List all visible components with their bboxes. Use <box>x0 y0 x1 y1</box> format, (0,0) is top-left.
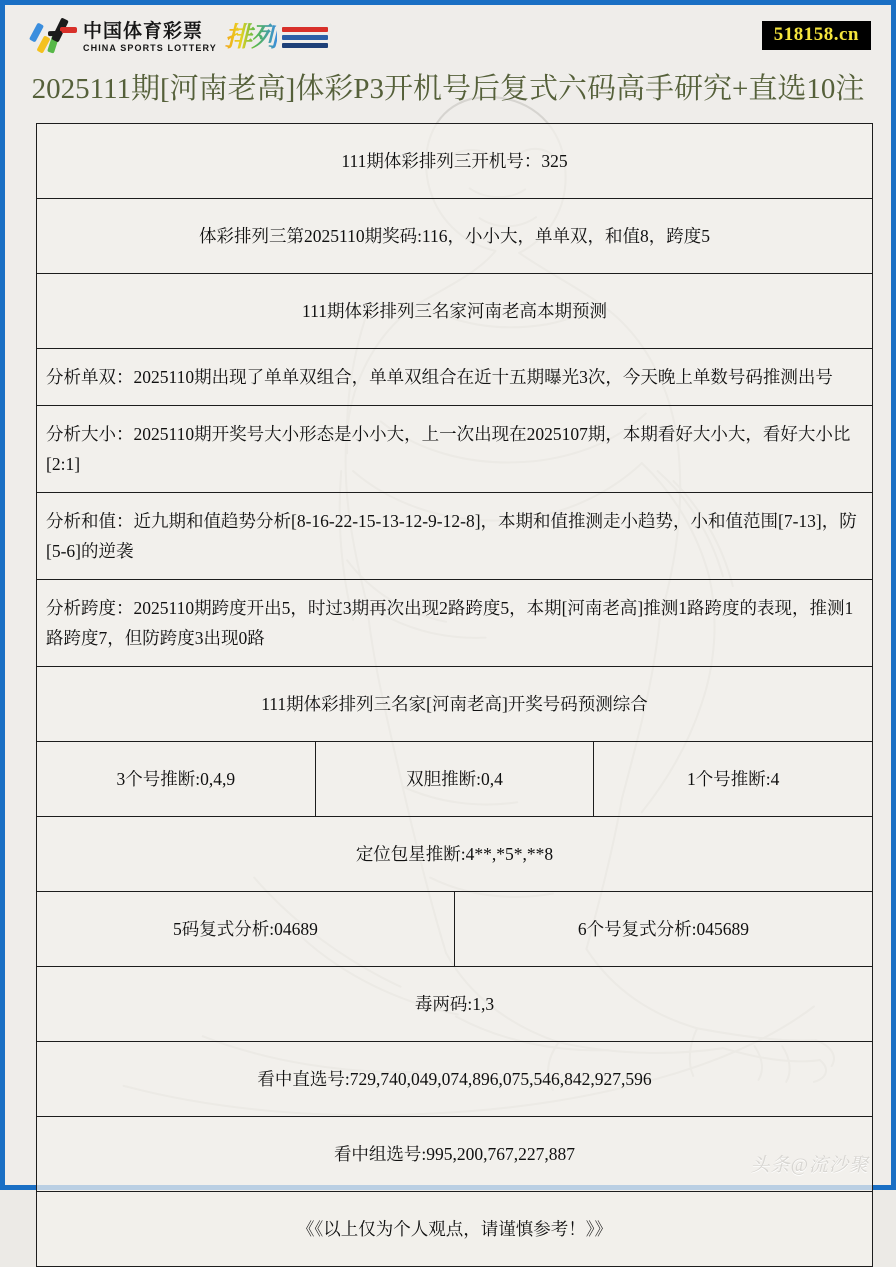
table-row <box>37 967 873 1042</box>
report-table-wrap <box>36 123 863 1267</box>
machine-number-cell: 111期体彩排列三开机号：325 <box>37 124 873 199</box>
disclaimer-cell: 《《以上仅为个人观点，请谨慎参考！》》 <box>37 1192 873 1267</box>
table-row <box>37 349 873 406</box>
brand-text-block <box>83 21 217 54</box>
table-row <box>37 406 873 493</box>
six-code-compound-cell: 6个号复式分析:045689 <box>454 892 872 967</box>
table-row <box>37 817 873 892</box>
analysis-odd-even-cell: 分析单双：2025110期出现了单单双组合，单单双组合在近十五期曝光3次，今天晚上单数号码推测出号 <box>37 349 873 406</box>
table-row <box>37 1117 873 1192</box>
game-name-label: 排列 <box>224 22 277 52</box>
table-row <box>37 274 873 349</box>
direct-picks-cell: 看中直选号:729,740,049,074,896,075,546,842,927,596 <box>37 1042 873 1117</box>
one-number-cell: 1个号推断:4 <box>594 742 873 817</box>
table-row <box>37 580 873 667</box>
sports-lottery-logo-icon <box>31 17 77 57</box>
forecast-heading-cell: 111期体彩排列三名家河南老高本期预测 <box>37 274 873 349</box>
brand-logo <box>31 15 328 59</box>
analysis-big-small-cell: 分析大小：2025110期开奖号大小形态是小小大，上一次出现在2025107期，本期看好大小大，看好大小比[2:1] <box>37 406 873 493</box>
page-content <box>5 5 891 1239</box>
prediction-report-table <box>36 123 873 1267</box>
three-numbers-cell: 3个号推断:0,4,9 <box>37 742 316 817</box>
footer-watermark: 头条@流沙聚 <box>750 1155 869 1176</box>
site-header <box>5 5 891 69</box>
page-title: 2025111期[河南老高]体彩P3开机号后复式六码高手研究+直选10注 <box>31 73 865 105</box>
two-cores-cell: 双胆推断:0,4 <box>315 742 594 817</box>
position-star-cell: 定位包星推断:4**,*5*,**8 <box>37 817 873 892</box>
poison-two-cell: 毒两码:1,3 <box>37 967 873 1042</box>
table-row <box>37 1042 873 1117</box>
group-picks-cell: 看中组选号:995,200,767,227,887 <box>37 1117 873 1192</box>
three-bars-icon <box>282 27 328 48</box>
table-row <box>37 667 873 742</box>
table-row <box>37 124 873 199</box>
brand-name-cn: 中国体育彩票 <box>83 20 204 42</box>
table-row <box>37 742 873 817</box>
analysis-sum-cell: 分析和值：近九期和值趋势分析[8-16-22-15-13-12-9-12-8]，本期和值推测走小趋势，小和值范围[7-13]，防[5-6]的逆袭 <box>37 493 873 580</box>
table-row <box>37 199 873 274</box>
summary-heading-cell: 111期体彩排列三名家[河南老高]开奖号码预测综合 <box>37 667 873 742</box>
site-url-badge: 518158.cn <box>762 21 871 50</box>
brand-name-en: CHINA SPORTS LOTTERY <box>83 42 217 53</box>
analysis-span-cell: 分析跨度：2025110期跨度开出5，时过3期再次出现2路跨度5，本期[河南老高]推测1路跨度的表现，推测1路跨度7，但防跨度3出现0路 <box>37 580 873 667</box>
five-code-compound-cell: 5码复式分析:04689 <box>37 892 455 967</box>
last-draw-cell: 体彩排列三第2025110期奖码:116，小小大，单单双，和值8，跨度5 <box>37 199 873 274</box>
table-row <box>37 493 873 580</box>
table-row <box>37 892 873 967</box>
table-row <box>37 1192 873 1267</box>
